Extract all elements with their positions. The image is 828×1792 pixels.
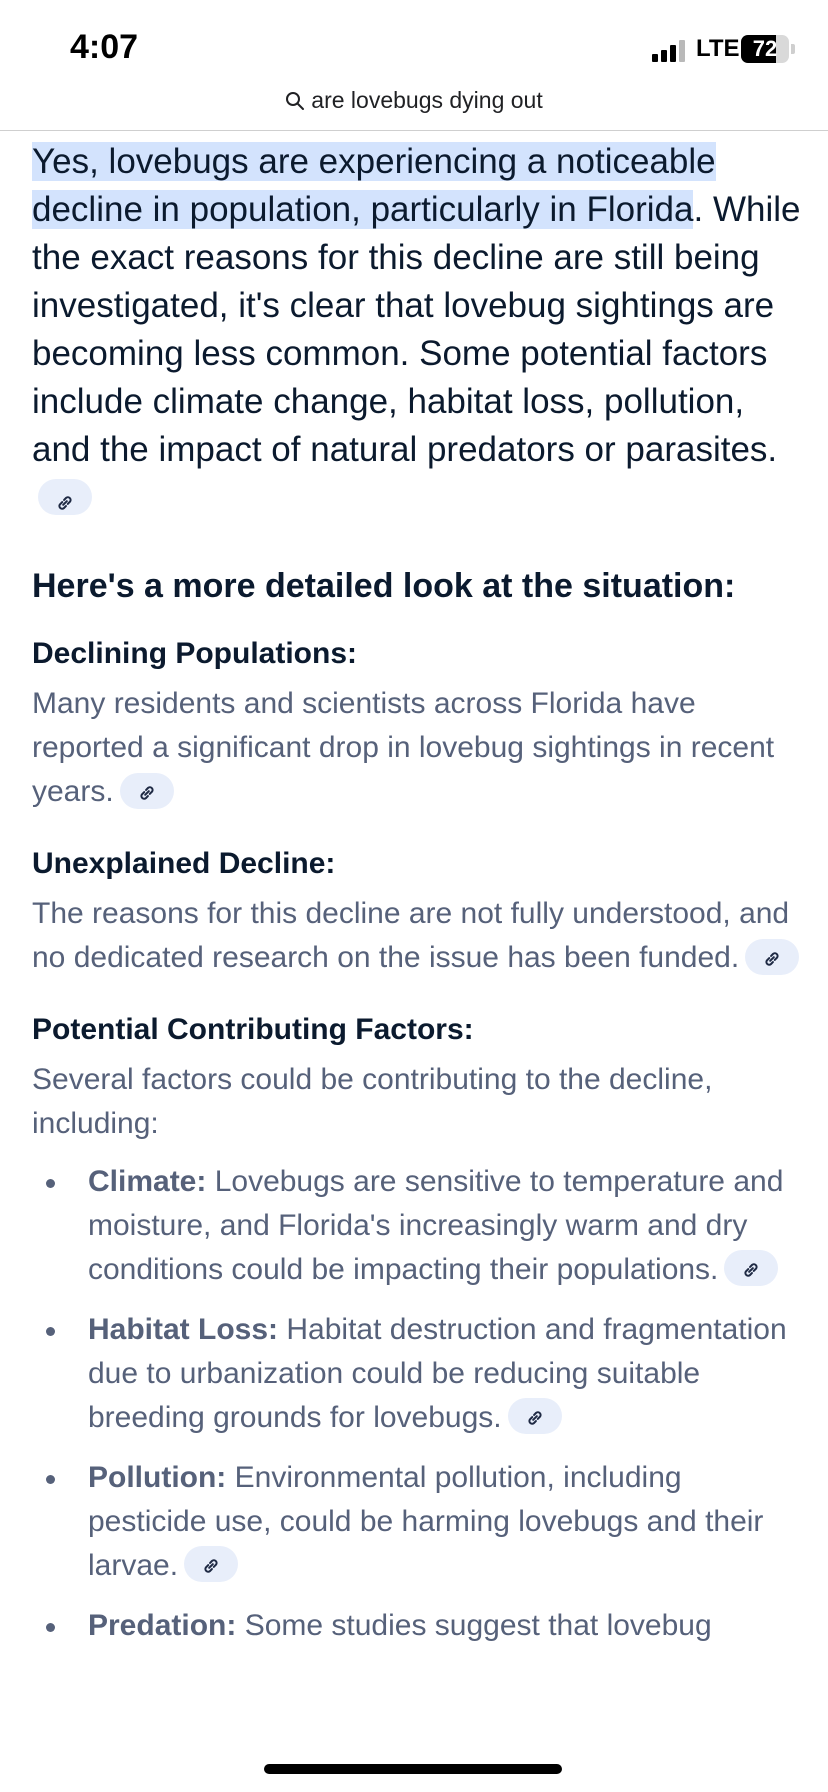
section-contributing-factors [32, 1010, 802, 1648]
factor-label: Habitat Loss: [88, 1313, 279, 1346]
section-declining-populations [32, 634, 802, 814]
status-time: 4:07 [70, 28, 139, 66]
battery-cap [791, 44, 795, 54]
bullet [46, 1179, 55, 1188]
factor-text: Some studies suggest that lovebug [236, 1609, 712, 1642]
factors-list [32, 1160, 802, 1648]
bullet [46, 1623, 55, 1632]
section-title: Declining Populations: [32, 637, 358, 670]
list-item [32, 1604, 802, 1648]
network-type: LTE [696, 35, 740, 62]
section-unexplained-decline [32, 844, 802, 980]
bullet [46, 1475, 55, 1484]
factor-label: Pollution: [88, 1461, 227, 1494]
bullet [46, 1327, 55, 1336]
link-icon [740, 1259, 762, 1281]
list-item [32, 1308, 802, 1440]
link-icon [54, 492, 76, 514]
section-text [32, 682, 802, 814]
link-icon [200, 1555, 222, 1577]
factor-label: Climate: [88, 1165, 207, 1198]
link-icon [524, 1407, 546, 1429]
search-icon [285, 91, 305, 111]
section-text: Several factors could be contributing to the decline, including: [32, 1063, 713, 1140]
section-body: The reasons for this decline are not fully understood, and no dedicated research on the issue has been funded. [32, 897, 790, 974]
answer-period: . [693, 190, 704, 229]
list-item [32, 1160, 802, 1292]
section-title: Unexplained Decline: [32, 847, 336, 880]
link-icon [761, 948, 783, 970]
section-title: Potential Contributing Factors: [32, 1013, 474, 1046]
source-link-button[interactable] [38, 479, 92, 515]
search-query-text: are lovebugs dying out [311, 87, 543, 113]
battery-icon [741, 35, 789, 63]
cellular-signal-icon [652, 38, 688, 62]
answer-rest: While the exact reasons for this decline are still being investigated, it's clear that lovebug sightings are becoming less common. Some potential factors include climate change, habitat loss, pollution, and the impact of natural predators or parasites. [32, 190, 801, 469]
factor-label: Predation: [88, 1609, 237, 1642]
details-heading: Here's a more detailed look at the situation: [32, 567, 736, 605]
source-link-button[interactable] [184, 1546, 238, 1582]
search-bar[interactable] [0, 80, 828, 131]
section-body: Many residents and scientists across Florida have reported a significant drop in lovebug sightings in recent years. [32, 687, 775, 808]
source-link-button[interactable] [745, 939, 799, 975]
source-link-button[interactable] [120, 773, 174, 809]
section-text [32, 892, 802, 980]
search-query-display[interactable] [285, 87, 542, 114]
highlighted-answer[interactable]: Yes, lovebugs are experiencing a noticeable decline in population, particularly in Florida [32, 142, 716, 229]
source-link-button[interactable] [508, 1398, 562, 1434]
home-indicator[interactable] [264, 1764, 562, 1774]
battery-percent: 72 [752, 36, 778, 61]
ai-answer-content [32, 138, 802, 1664]
source-link-button[interactable] [724, 1250, 778, 1286]
answer-summary [32, 138, 802, 522]
factor-text: Habitat destruction and fragmentation due to urbanization could be reducing suitable breeding grounds for lovebugs. [88, 1313, 787, 1434]
list-item [32, 1456, 802, 1588]
link-icon [136, 782, 158, 804]
factor-text: Environmental pollution, including pesticide use, could be harming lovebugs and their larvae. [88, 1461, 764, 1582]
factor-text: Lovebugs are sensitive to temperature and moisture, and Florida's increasingly warm and dry conditions could be impacting their populations. [88, 1165, 784, 1286]
